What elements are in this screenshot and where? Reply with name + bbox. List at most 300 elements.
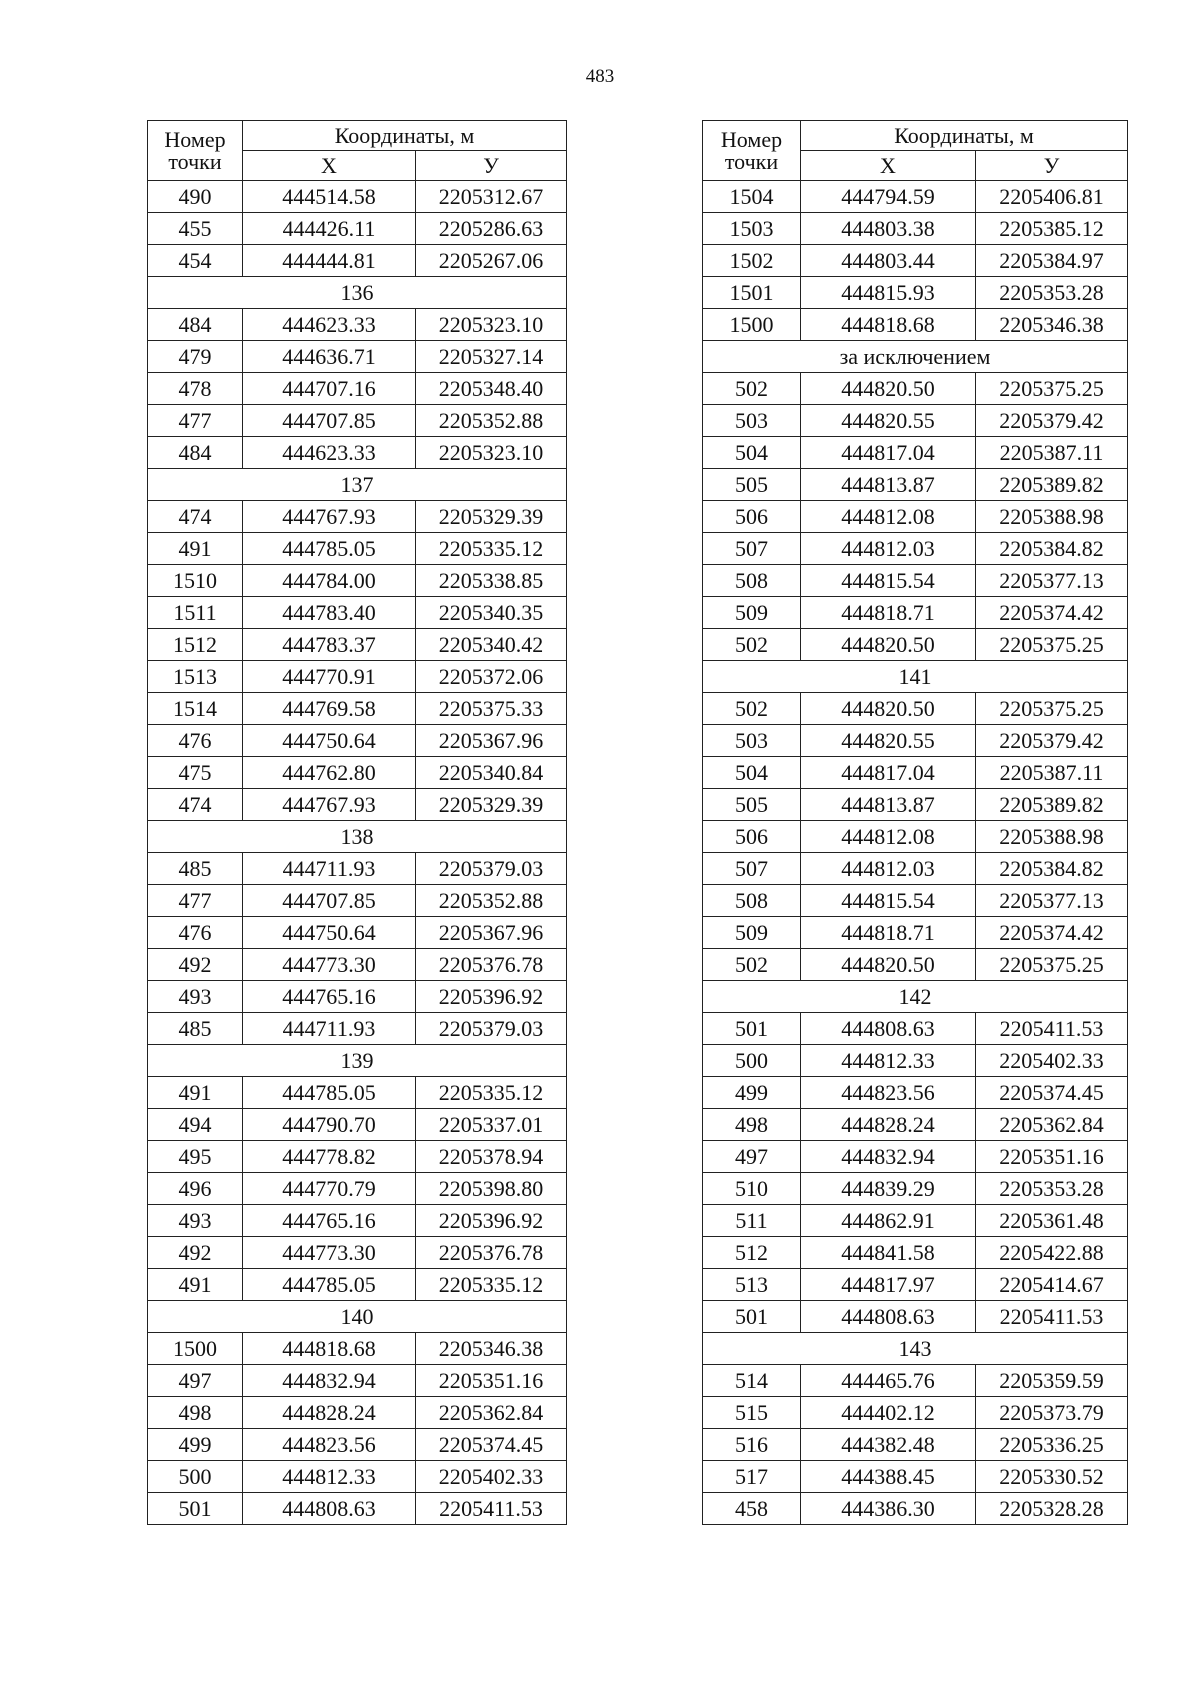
point-number-cell: 1514 [148, 693, 243, 725]
point-number-cell: 503 [703, 725, 801, 757]
table-row [703, 853, 1128, 885]
x-coordinate-cell: 444815.54 [801, 565, 976, 597]
x-coordinate-cell: 444770.79 [243, 1173, 416, 1205]
y-coordinate-cell: 2205387.11 [976, 437, 1128, 469]
table-row [703, 1045, 1128, 1077]
section-label: 142 [703, 981, 1128, 1013]
x-coordinate-cell: 444832.94 [243, 1365, 416, 1397]
y-coordinate-cell: 2205389.82 [976, 469, 1128, 501]
y-coordinate-cell: 2205389.82 [976, 789, 1128, 821]
table-row [703, 693, 1128, 725]
point-number-cell: 505 [703, 469, 801, 501]
section-row [148, 821, 567, 853]
point-number-cell: 501 [703, 1301, 801, 1333]
x-coordinate-cell: 444790.70 [243, 1109, 416, 1141]
y-coordinate-cell: 2205388.98 [976, 501, 1128, 533]
y-coordinate-cell: 2205377.13 [976, 885, 1128, 917]
x-coordinate-cell: 444808.63 [243, 1493, 416, 1525]
table-row [703, 725, 1128, 757]
y-coordinate-cell: 2205414.67 [976, 1269, 1128, 1301]
section-label: 143 [703, 1333, 1128, 1365]
table-row [148, 373, 567, 405]
table-row [703, 565, 1128, 597]
point-number-cell: 1502 [703, 245, 801, 277]
y-coordinate-cell: 2205374.45 [416, 1429, 567, 1461]
y-coordinate-cell: 2205336.25 [976, 1429, 1128, 1461]
y-coordinate-cell: 2205384.82 [976, 853, 1128, 885]
point-number-cell: 492 [148, 1237, 243, 1269]
table-row [148, 501, 567, 533]
x-coordinate-cell: 444812.33 [243, 1461, 416, 1493]
point-number-cell: 502 [703, 629, 801, 661]
point-number-cell: 510 [703, 1173, 801, 1205]
table-header [148, 121, 567, 181]
point-number-cell: 509 [703, 917, 801, 949]
table-row [703, 949, 1128, 981]
table-row [703, 1237, 1128, 1269]
point-number-cell: 507 [703, 853, 801, 885]
table-row [703, 469, 1128, 501]
x-coordinate-cell: 444812.33 [801, 1045, 976, 1077]
x-coordinate-cell: 444808.63 [801, 1013, 976, 1045]
point-number-cell: 502 [703, 373, 801, 405]
table-row [148, 565, 567, 597]
x-coordinate-cell: 444785.05 [243, 1077, 416, 1109]
x-coordinate-cell: 444636.71 [243, 341, 416, 373]
x-coordinate-cell: 444426.11 [243, 213, 416, 245]
x-coordinate-cell: 444767.93 [243, 501, 416, 533]
table-row [148, 1269, 567, 1301]
x-coordinate-cell: 444778.82 [243, 1141, 416, 1173]
x-coordinate-cell: 444623.33 [243, 437, 416, 469]
point-number-cell: 506 [703, 821, 801, 853]
point-number-cell: 500 [148, 1461, 243, 1493]
x-coordinate-cell: 444769.58 [243, 693, 416, 725]
point-number-cell: 498 [703, 1109, 801, 1141]
table-row [703, 917, 1128, 949]
y-coordinate-cell: 2205411.53 [976, 1013, 1128, 1045]
point-number-cell: 509 [703, 597, 801, 629]
section-label: 138 [148, 821, 567, 853]
y-coordinate-cell: 2205374.45 [976, 1077, 1128, 1109]
point-number-cell: 1512 [148, 629, 243, 661]
y-coordinate-cell: 2205411.53 [976, 1301, 1128, 1333]
x-coordinate-cell: 444820.50 [801, 629, 976, 661]
table-row [703, 1077, 1128, 1109]
page-number: 483 [585, 66, 615, 87]
x-header: X [243, 151, 416, 181]
y-coordinate-cell: 2205384.97 [976, 245, 1128, 277]
y-coordinate-cell: 2205362.84 [976, 1109, 1128, 1141]
point-number-cell: 516 [703, 1429, 801, 1461]
x-coordinate-cell: 444773.30 [243, 1237, 416, 1269]
y-coordinate-cell: 2205375.25 [976, 629, 1128, 661]
point-number-cell: 508 [703, 885, 801, 917]
x-coordinate-cell: 444828.24 [243, 1397, 416, 1429]
table-row [148, 1333, 567, 1365]
y-coordinate-cell: 2205411.53 [416, 1493, 567, 1525]
y-coordinate-cell: 2205352.88 [416, 885, 567, 917]
x-coordinate-cell: 444711.93 [243, 1013, 416, 1045]
y-coordinate-cell: 2205329.39 [416, 501, 567, 533]
x-coordinate-cell: 444812.03 [801, 853, 976, 885]
table-body [148, 181, 567, 1525]
point-number-cell: 490 [148, 181, 243, 213]
point-number-cell: 1513 [148, 661, 243, 693]
table-row [703, 885, 1128, 917]
x-coordinate-cell: 444818.68 [801, 309, 976, 341]
y-coordinate-cell: 2205377.13 [976, 565, 1128, 597]
x-coordinate-cell: 444803.38 [801, 213, 976, 245]
point-number-cell: 508 [703, 565, 801, 597]
y-coordinate-cell: 2205375.33 [416, 693, 567, 725]
section-row [148, 1045, 567, 1077]
point-number-header: Номер точки [148, 121, 243, 181]
x-coordinate-cell: 444818.68 [243, 1333, 416, 1365]
point-number-cell: 1511 [148, 597, 243, 629]
point-number-cell: 503 [703, 405, 801, 437]
x-coordinate-cell: 444402.12 [801, 1397, 976, 1429]
table-row [148, 245, 567, 277]
point-number-cell: 491 [148, 1269, 243, 1301]
table-row [148, 885, 567, 917]
y-coordinate-cell: 2205384.82 [976, 533, 1128, 565]
point-number-cell: 511 [703, 1205, 801, 1237]
table-row [703, 1493, 1128, 1525]
x-coordinate-cell: 444817.97 [801, 1269, 976, 1301]
x-coordinate-cell: 444812.08 [801, 821, 976, 853]
coordinates-table-left [147, 120, 567, 1525]
table-row [148, 533, 567, 565]
x-coordinate-cell: 444815.93 [801, 277, 976, 309]
point-number-cell: 1500 [703, 309, 801, 341]
section-label: за исключением [703, 341, 1128, 373]
point-number-cell: 517 [703, 1461, 801, 1493]
x-coordinate-cell: 444785.05 [243, 1269, 416, 1301]
x-coordinate-cell: 444767.93 [243, 789, 416, 821]
y-coordinate-cell: 2205340.42 [416, 629, 567, 661]
coordinates-table-right [702, 120, 1128, 1525]
table-row [703, 1109, 1128, 1141]
y-coordinate-cell: 2205328.28 [976, 1493, 1128, 1525]
table-body [703, 181, 1128, 1525]
point-number-cell: 514 [703, 1365, 801, 1397]
y-coordinate-cell: 2205286.63 [416, 213, 567, 245]
point-number-cell: 478 [148, 373, 243, 405]
table-row [703, 1301, 1128, 1333]
table-row [148, 1013, 567, 1045]
point-number-cell: 491 [148, 533, 243, 565]
x-coordinate-cell: 444813.87 [801, 469, 976, 501]
y-coordinate-cell: 2205353.28 [976, 277, 1128, 309]
x-coordinate-cell: 444784.00 [243, 565, 416, 597]
y-coordinate-cell: 2205379.03 [416, 853, 567, 885]
x-coordinate-cell: 444386.30 [801, 1493, 976, 1525]
y-coordinate-cell: 2205372.06 [416, 661, 567, 693]
point-number-cell: 498 [148, 1397, 243, 1429]
point-number-cell: 477 [148, 885, 243, 917]
y-coordinate-cell: 2205375.25 [976, 373, 1128, 405]
table-row [148, 853, 567, 885]
point-number-cell: 1501 [703, 277, 801, 309]
x-coordinate-cell: 444514.58 [243, 181, 416, 213]
x-header: X [801, 151, 976, 181]
table-row [148, 1365, 567, 1397]
section-row [148, 1301, 567, 1333]
y-coordinate-cell: 2205396.92 [416, 1205, 567, 1237]
x-coordinate-cell: 444808.63 [801, 1301, 976, 1333]
y-coordinate-cell: 2205375.25 [976, 693, 1128, 725]
section-row [703, 341, 1128, 373]
x-coordinate-cell: 444711.93 [243, 853, 416, 885]
table-row [703, 1397, 1128, 1429]
coordinates-header: Координаты, м [243, 121, 567, 151]
point-number-cell: 484 [148, 309, 243, 341]
y-coordinate-cell: 2205398.80 [416, 1173, 567, 1205]
point-number-cell: 504 [703, 437, 801, 469]
x-coordinate-cell: 444444.81 [243, 245, 416, 277]
y-coordinate-cell: 2205376.78 [416, 949, 567, 981]
point-number-cell: 458 [703, 1493, 801, 1525]
y-coordinate-cell: 2205374.42 [976, 597, 1128, 629]
y-coordinate-cell: 2205376.78 [416, 1237, 567, 1269]
point-number-cell: 474 [148, 501, 243, 533]
x-coordinate-cell: 444820.50 [801, 373, 976, 405]
y-coordinate-cell: 2205351.16 [976, 1141, 1128, 1173]
x-coordinate-cell: 444707.16 [243, 373, 416, 405]
x-coordinate-cell: 444773.30 [243, 949, 416, 981]
y-coordinate-cell: 2205267.06 [416, 245, 567, 277]
x-coordinate-cell: 444803.44 [801, 245, 976, 277]
table-row [148, 181, 567, 213]
y-coordinate-cell: 2205335.12 [416, 1077, 567, 1109]
y-coordinate-cell: 2205335.12 [416, 1269, 567, 1301]
y-coordinate-cell: 2205351.16 [416, 1365, 567, 1397]
y-coordinate-cell: 2205359.59 [976, 1365, 1128, 1397]
y-coordinate-cell: 2205327.14 [416, 341, 567, 373]
x-coordinate-cell: 444785.05 [243, 533, 416, 565]
y-coordinate-cell: 2205338.85 [416, 565, 567, 597]
y-coordinate-cell: 2205348.40 [416, 373, 567, 405]
section-row [703, 981, 1128, 1013]
table-row [148, 1205, 567, 1237]
table-row [703, 1461, 1128, 1493]
table-row [703, 1269, 1128, 1301]
table-row [148, 1461, 567, 1493]
section-row [148, 277, 567, 309]
point-number-cell: 454 [148, 245, 243, 277]
point-number-cell: 494 [148, 1109, 243, 1141]
table-row [148, 1397, 567, 1429]
point-number-cell: 1504 [703, 181, 801, 213]
x-coordinate-cell: 444862.91 [801, 1205, 976, 1237]
table-row [148, 1237, 567, 1269]
point-number-cell: 500 [703, 1045, 801, 1077]
y-coordinate-cell: 2205396.92 [416, 981, 567, 1013]
x-coordinate-cell: 444794.59 [801, 181, 976, 213]
table-row [703, 821, 1128, 853]
x-coordinate-cell: 444832.94 [801, 1141, 976, 1173]
x-coordinate-cell: 444762.80 [243, 757, 416, 789]
section-label: 136 [148, 277, 567, 309]
table-row [703, 1141, 1128, 1173]
table-row [703, 629, 1128, 661]
point-number-cell: 484 [148, 437, 243, 469]
y-coordinate-cell: 2205388.98 [976, 821, 1128, 853]
y-coordinate-cell: 2205340.35 [416, 597, 567, 629]
table-header [703, 121, 1128, 181]
y-coordinate-cell: 2205378.94 [416, 1141, 567, 1173]
x-coordinate-cell: 444818.71 [801, 597, 976, 629]
table-row [148, 405, 567, 437]
y-coordinate-cell: 2205402.33 [976, 1045, 1128, 1077]
section-label: 139 [148, 1045, 567, 1077]
section-row [148, 469, 567, 501]
table-row [703, 533, 1128, 565]
y-coordinate-cell: 2205335.12 [416, 533, 567, 565]
table-row [703, 1173, 1128, 1205]
point-number-cell: 474 [148, 789, 243, 821]
y-coordinate-cell: 2205422.88 [976, 1237, 1128, 1269]
table-row [703, 277, 1128, 309]
x-coordinate-cell: 444750.64 [243, 725, 416, 757]
point-number-cell: 1503 [703, 213, 801, 245]
y-coordinate-cell: 2205323.10 [416, 309, 567, 341]
y-coordinate-cell: 2205379.42 [976, 405, 1128, 437]
x-coordinate-cell: 444839.29 [801, 1173, 976, 1205]
point-number-cell: 499 [703, 1077, 801, 1109]
point-number-cell: 501 [148, 1493, 243, 1525]
point-number-cell: 497 [703, 1141, 801, 1173]
x-coordinate-cell: 444817.04 [801, 437, 976, 469]
y-coordinate-cell: 2205367.96 [416, 917, 567, 949]
table-row [148, 661, 567, 693]
point-number-cell: 507 [703, 533, 801, 565]
y-coordinate-cell: 2205323.10 [416, 437, 567, 469]
point-number-cell: 485 [148, 853, 243, 885]
table-row [703, 501, 1128, 533]
table-row [148, 693, 567, 725]
y-coordinate-cell: 2205361.48 [976, 1205, 1128, 1237]
table-row [148, 437, 567, 469]
y-coordinate-cell: 2205367.96 [416, 725, 567, 757]
x-coordinate-cell: 444765.16 [243, 981, 416, 1013]
table-row [148, 1109, 567, 1141]
point-number-header: Номер точки [703, 121, 801, 181]
table-row [703, 1429, 1128, 1461]
point-number-cell: 504 [703, 757, 801, 789]
table-row [148, 1173, 567, 1205]
table-row [703, 213, 1128, 245]
y-coordinate-cell: 2205402.33 [416, 1461, 567, 1493]
x-coordinate-cell: 444817.04 [801, 757, 976, 789]
x-coordinate-cell: 444465.76 [801, 1365, 976, 1397]
point-number-cell: 515 [703, 1397, 801, 1429]
x-coordinate-cell: 444783.37 [243, 629, 416, 661]
section-label: 140 [148, 1301, 567, 1333]
point-number-cell: 1510 [148, 565, 243, 597]
table-row [703, 1365, 1128, 1397]
point-number-cell: 502 [703, 949, 801, 981]
point-number-cell: 477 [148, 405, 243, 437]
table-row [703, 245, 1128, 277]
y-coordinate-cell: 2205340.84 [416, 757, 567, 789]
x-coordinate-cell: 444820.50 [801, 693, 976, 725]
x-coordinate-cell: 444750.64 [243, 917, 416, 949]
point-number-cell: 495 [148, 1141, 243, 1173]
y-coordinate-cell: 2205379.03 [416, 1013, 567, 1045]
table-row [703, 1205, 1128, 1237]
y-coordinate-cell: 2205352.88 [416, 405, 567, 437]
table-row [703, 597, 1128, 629]
point-number-cell: 476 [148, 917, 243, 949]
x-coordinate-cell: 444707.85 [243, 405, 416, 437]
x-coordinate-cell: 444783.40 [243, 597, 416, 629]
point-number-cell: 493 [148, 981, 243, 1013]
y-header: У [416, 151, 567, 181]
x-coordinate-cell: 444823.56 [243, 1429, 416, 1461]
table-row [148, 213, 567, 245]
point-number-cell: 505 [703, 789, 801, 821]
table-row [148, 309, 567, 341]
point-number-cell: 497 [148, 1365, 243, 1397]
point-number-cell: 455 [148, 213, 243, 245]
x-coordinate-cell: 444828.24 [801, 1109, 976, 1141]
x-coordinate-cell: 444770.91 [243, 661, 416, 693]
x-coordinate-cell: 444813.87 [801, 789, 976, 821]
point-number-cell: 499 [148, 1429, 243, 1461]
x-coordinate-cell: 444820.55 [801, 405, 976, 437]
y-coordinate-cell: 2205329.39 [416, 789, 567, 821]
point-number-cell: 512 [703, 1237, 801, 1269]
y-coordinate-cell: 2205346.38 [976, 309, 1128, 341]
point-number-cell: 492 [148, 949, 243, 981]
y-coordinate-cell: 2205374.42 [976, 917, 1128, 949]
table-row [148, 1493, 567, 1525]
point-number-cell: 496 [148, 1173, 243, 1205]
point-number-cell: 476 [148, 725, 243, 757]
x-coordinate-cell: 444820.55 [801, 725, 976, 757]
x-coordinate-cell: 444812.03 [801, 533, 976, 565]
table-row [148, 597, 567, 629]
x-coordinate-cell: 444812.08 [801, 501, 976, 533]
table-row [148, 789, 567, 821]
table-row [148, 949, 567, 981]
table-row [703, 373, 1128, 405]
section-label: 141 [703, 661, 1128, 693]
table-row [703, 789, 1128, 821]
table-row [148, 917, 567, 949]
y-coordinate-cell: 2205406.81 [976, 181, 1128, 213]
y-coordinate-cell: 2205312.67 [416, 181, 567, 213]
section-label: 137 [148, 469, 567, 501]
point-number-cell: 493 [148, 1205, 243, 1237]
table-row [703, 757, 1128, 789]
point-number-cell: 475 [148, 757, 243, 789]
point-number-cell: 513 [703, 1269, 801, 1301]
point-number-cell: 479 [148, 341, 243, 373]
x-coordinate-cell: 444765.16 [243, 1205, 416, 1237]
table-row [148, 1429, 567, 1461]
y-coordinate-cell: 2205330.52 [976, 1461, 1128, 1493]
table-row [148, 1141, 567, 1173]
table-row [148, 1077, 567, 1109]
x-coordinate-cell: 444815.54 [801, 885, 976, 917]
y-header: У [976, 151, 1128, 181]
x-coordinate-cell: 444388.45 [801, 1461, 976, 1493]
point-number-cell: 491 [148, 1077, 243, 1109]
point-number-cell: 501 [703, 1013, 801, 1045]
